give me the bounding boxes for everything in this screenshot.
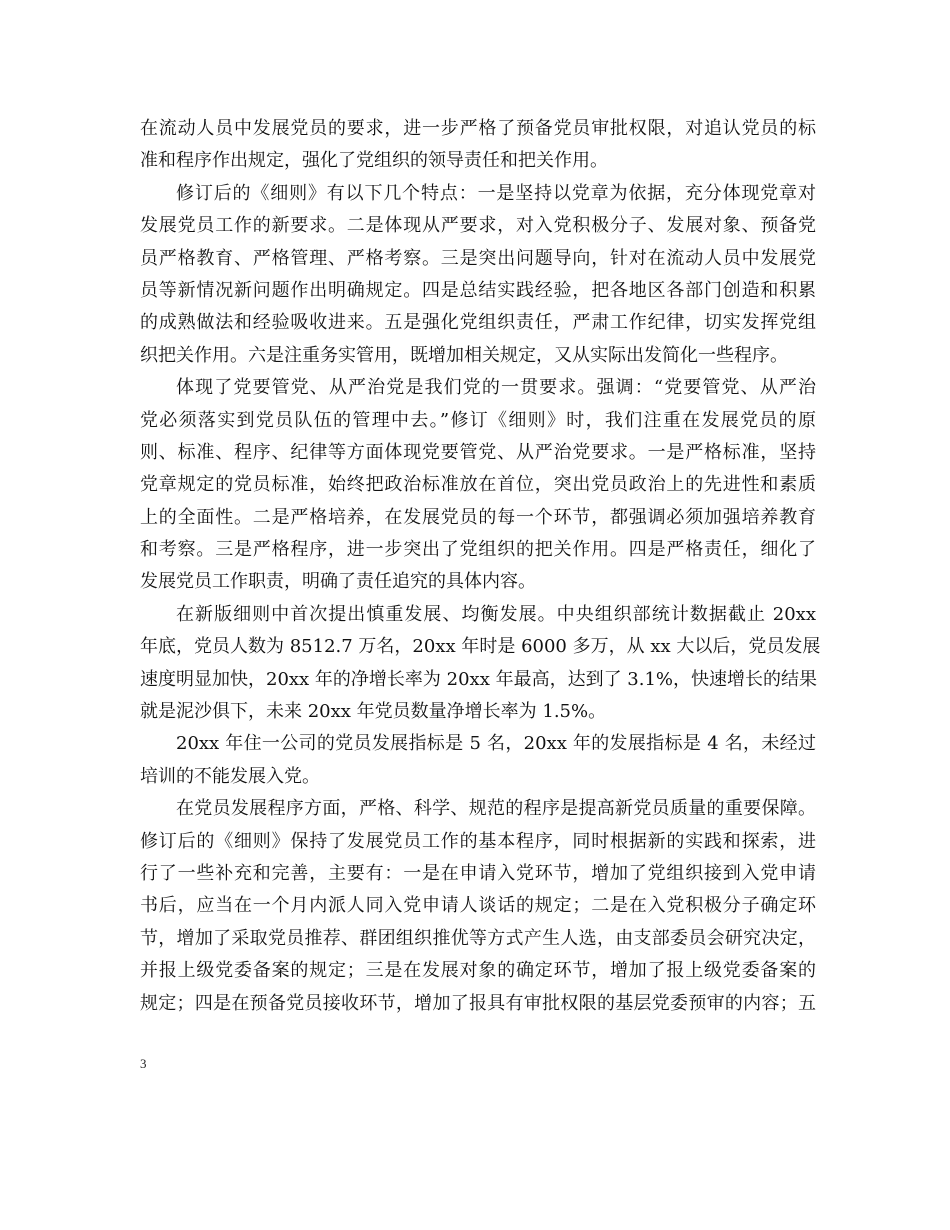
text-line: 行了一些补充和完善，主要有：一是在申请入党环节，增加了党组织接到入党申请 [140, 862, 816, 884]
text-line: 上的全面性。二是严格培养，在发展党员的每一个环节，都强调必须加强培养教育 [140, 506, 816, 528]
document-body [140, 113, 821, 1020]
text-line: 则、标准、程序、纪律等方面体现党要管党、从严治党要求。一是严格标准，坚持 [140, 441, 816, 463]
text-line: 和考察。三是严格程序，进一步突出了党组织的把关作用。四是严格责任，细化了 [140, 539, 816, 561]
text-line: 在流动人员中发展党员的要求，进一步严格了预备党员审批权限，对追认党员的标 [140, 118, 816, 139]
text-line: 年底，党员人数为 8512.7 万名，20xx 年时是 6000 多万，从 xx 大以后，党员发展 [140, 636, 821, 658]
text-line: 规定；四是在预备党员接收环节，增加了报具有审批权限的基层党委预审的内容；五 [140, 992, 816, 1014]
page-number: 3 [140, 1056, 147, 1071]
text-line: 修订后的《细则》保持了发展党员工作的基本程序，同时根据新的实践和探索，进 [140, 830, 816, 852]
text-line: 党章规定的党员标准，始终把政治标准放在首位，突出党员政治上的先进性和素质 [140, 474, 816, 496]
text-line: 20xx 年住一公司的党员发展指标是 5 名，20xx 年的发展指标是 4 名，未经过 [176, 733, 816, 755]
text-line: 修订后的《细则》有以下几个特点：一是坚持以党章为依据，充分体现党章对 [176, 182, 816, 204]
text-line: 的成熟做法和经验吸收进来。五是强化党组织责任，严肃工作纪律，切实发挥党组 [140, 312, 816, 334]
text-line: 织把关作用。六是注重务实管用，既增加相关规定，又从实际出发简化一些程序。 [140, 344, 788, 366]
text-line: 并报上级党委备案的规定；三是在发展对象的确定环节，增加了报上级党委备案的 [140, 960, 816, 982]
text-line: 准和程序作出规定，强化了党组织的领导责任和把关作用。 [140, 150, 608, 172]
text-line: 员等新情况新问题作出明确规定。四是总结实践经验，把各地区各部门创造和积累 [140, 279, 816, 301]
text-line: 在党员发展程序方面，严格、科学、规范的程序是提高新党员质量的重要保障。 [176, 798, 816, 820]
text-line: 在新版细则中首次提出慎重发展、均衡发展。中央组织部统计数据截止 20xx [176, 603, 816, 625]
text-line: 培训的不能发展入党。 [140, 765, 320, 787]
text-line: 节，增加了采取党员推荐、群团组织推优等方式产生人选，由支部委员会研究决定， [140, 927, 816, 949]
text-line: 员严格教育、严格管理、严格考察。三是突出问题导向，针对在流动人员中发展党 [140, 247, 816, 269]
text-line: 体现了党要管党、从严治党是我们党的一贯要求。强调：“党要管党、从严治 [176, 377, 816, 399]
text-line: 党必须落实到党员队伍的管理中去。”修订《细则》时，我们注重在发展党员的原 [140, 409, 816, 431]
text-line: 发展党员工作职责，明确了责任追究的具体内容。 [140, 571, 536, 593]
text-line: 书后，应当在一个月内派人同入党申请人谈话的规定；二是在入党积极分子确定环 [140, 895, 816, 917]
text-line: 发展党员工作的新要求。二是体现从严要求，对入党积极分子、发展对象、预备党 [140, 215, 816, 237]
text-line: 速度明显加快，20xx 年的净增长率为 20xx 年最高，达到了 3.1%，快速增长的结果 [140, 668, 818, 690]
text-line: 就是泥沙俱下，未来 20xx 年党员数量净增长率为 1.5%。 [140, 701, 607, 723]
